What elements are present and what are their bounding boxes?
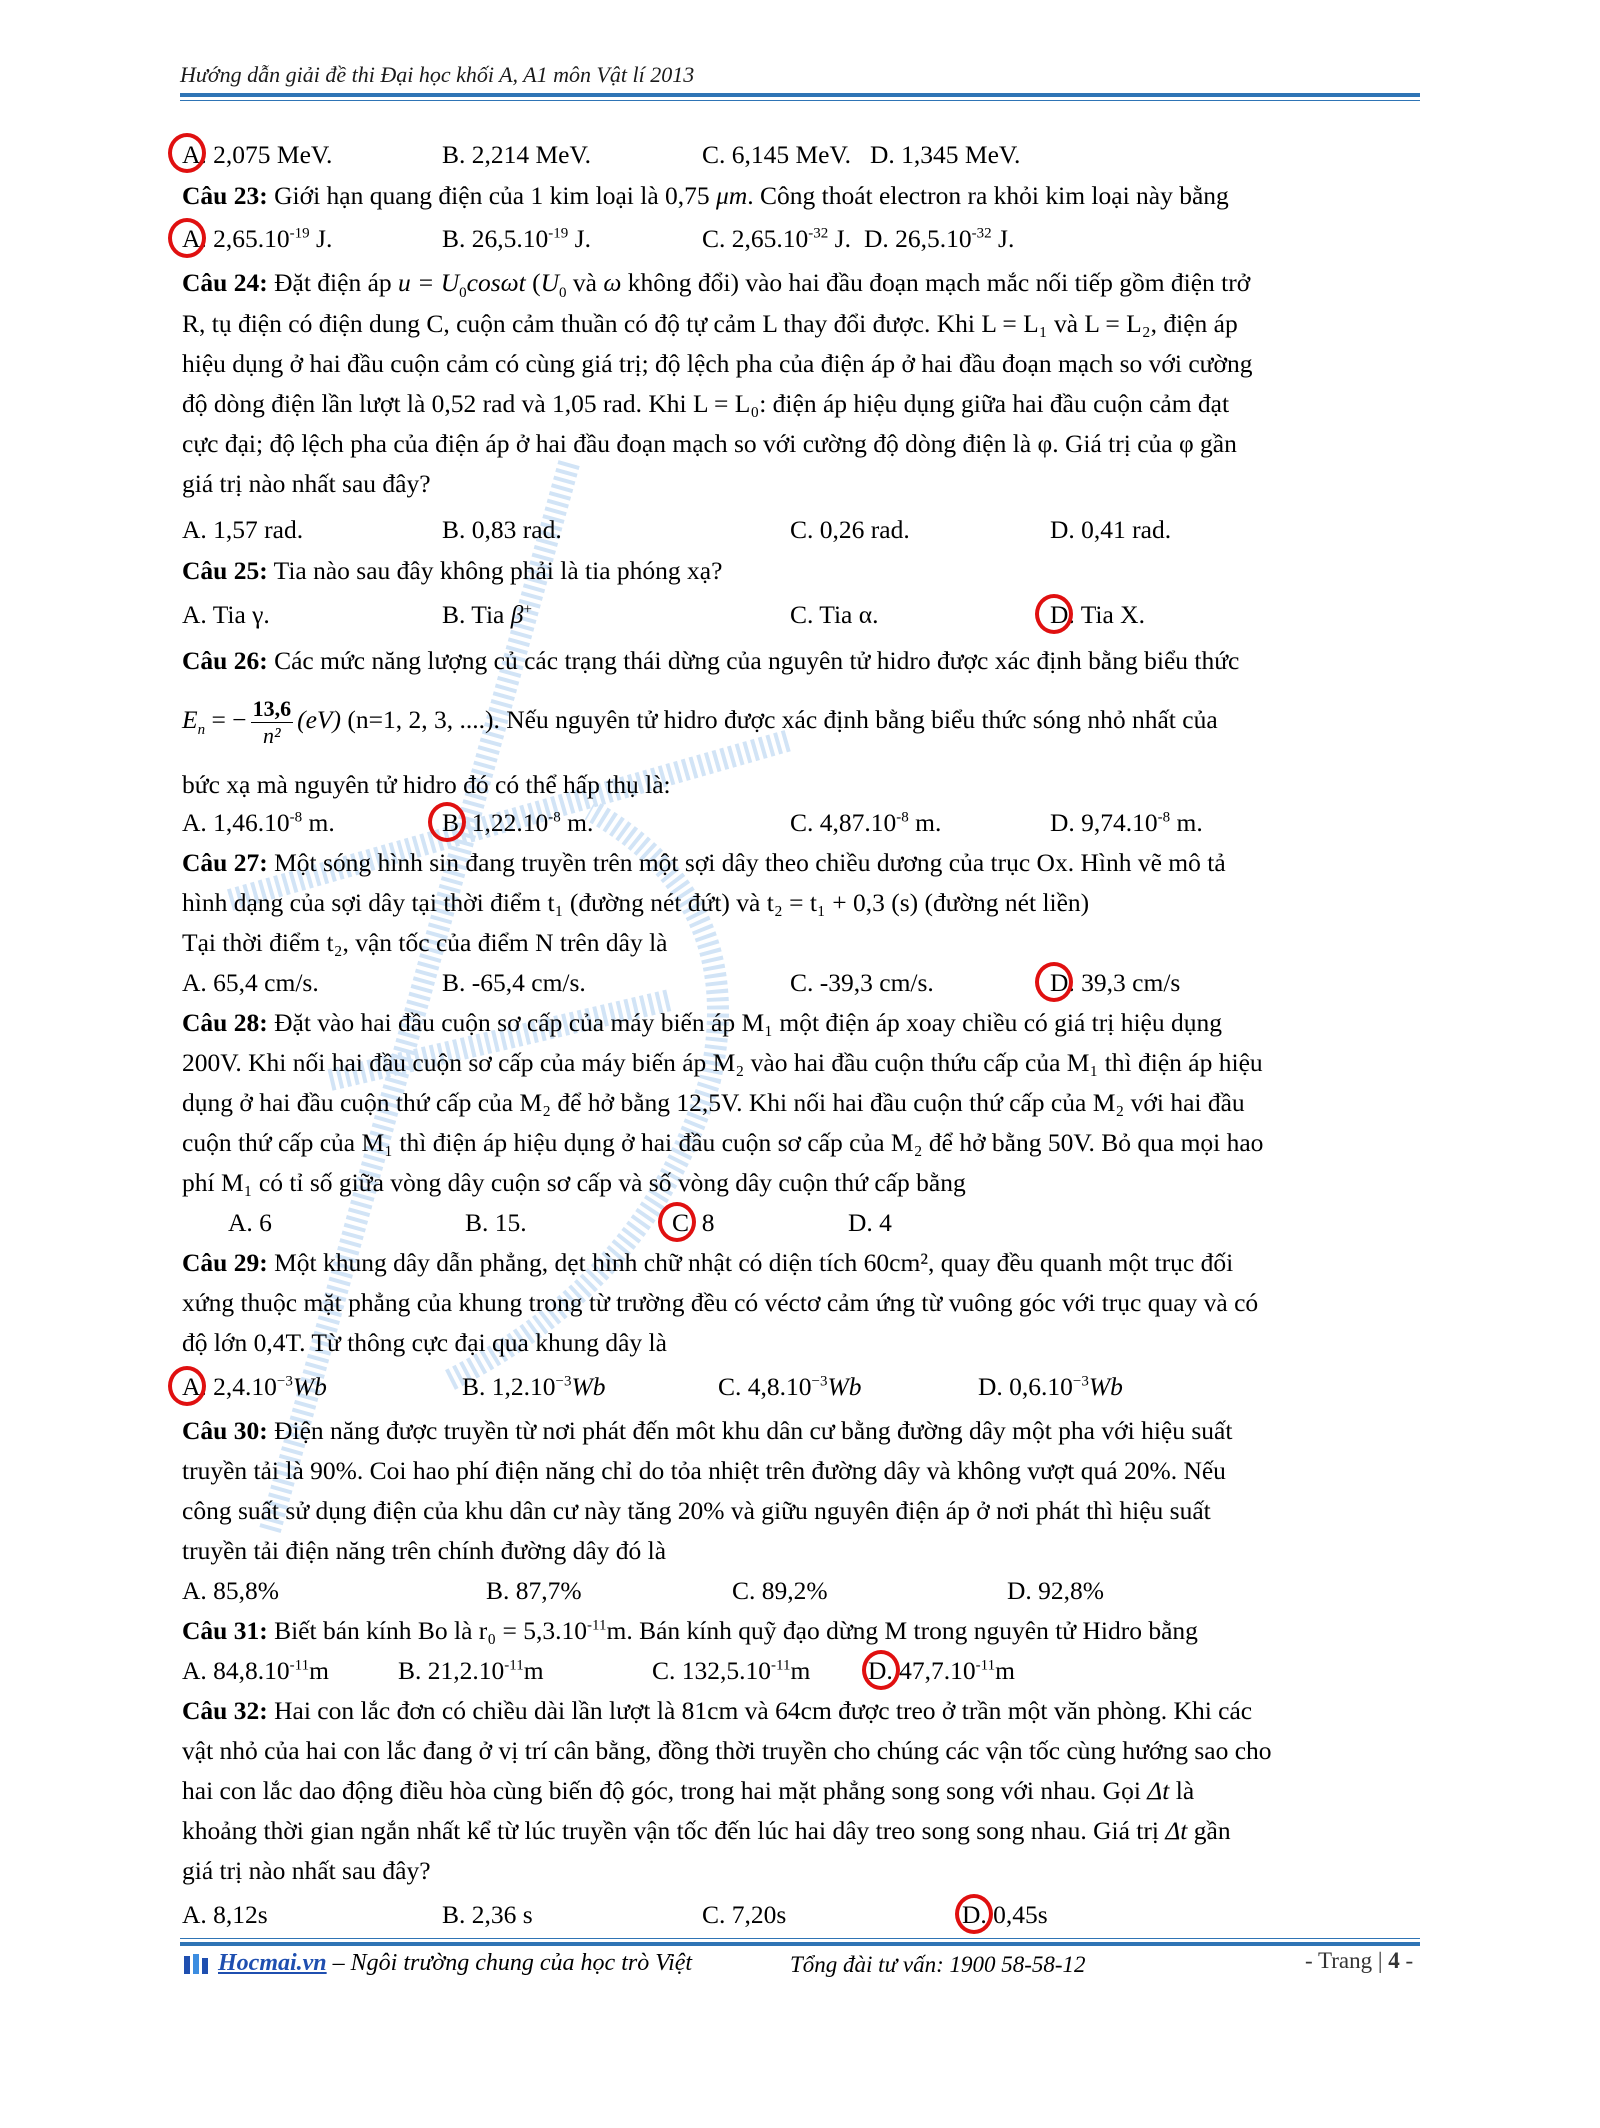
footer-hotline: Tổng đài tư vấn: 1900 58-58-12: [790, 1952, 1086, 1977]
page-number: - Trang | 4 -: [1305, 1948, 1414, 1973]
q26-option-b: B. $1,22.10^{-8}$ m.: [442, 808, 594, 837]
q25-option-a: A. Tia γ.: [182, 600, 270, 629]
site-link[interactable]: Hocmai.vn: [218, 1950, 327, 1976]
q22-option-a: A. 2,075 MeV.: [182, 140, 333, 169]
answer-mark-circle: [168, 133, 206, 173]
hocmai-logo-icon: [182, 1952, 212, 1976]
q26-equation-line: $E_n$ = − $\frac{13,6}{\text{n²}}$ (eV) (n=1, 2, 3, ....). Nếu nguyên tử hidro được xác định bằng biểu thức sóng nhỏ nhất của: [182, 695, 1218, 748]
q24-text-line1: Câu 24: Đặt điện áp $u = U_0\cos\omega t$ ($U_0$ và ω không đổi) vào hai đầu đoạn mạch mắc nối tiếp gồm điện trở: [182, 268, 1251, 302]
q30-text-line2: truyền tải là 90%. Coi hao phí điện năng chỉ do tỏa nhiệt trên đường dây và không vượt quá 20%. Nếu: [182, 1456, 1226, 1485]
q32-option-b: B. 2,36 s: [442, 1900, 533, 1929]
q25-option-b: B. Tia β+: [442, 600, 532, 629]
q30-option-c: C. 89,2%: [732, 1576, 828, 1605]
q31-option-c: C. $132,5.10^{-11}m$: [652, 1656, 811, 1685]
q29-option-d: D. $0,6.10^{-3}Wb$: [978, 1372, 1123, 1401]
q27-text-line1: Câu 27: Một sóng hình sin đang truyền trên một sợi dây theo chiều dương của trục Ox. Hình vẽ mô tả: [182, 848, 1226, 877]
q24-text-line3: hiệu dụng ở hai đầu cuộn cảm có cùng giá trị; độ lệch pha của điện áp ở hai đầu đoạn mạch so với cường: [182, 349, 1253, 378]
q28-option-c: C. 8: [672, 1208, 715, 1237]
q24-option-c: C. 0,26 rad.: [790, 515, 910, 544]
answer-mark-circle: [1035, 962, 1073, 1002]
answer-mark-circle: [168, 1366, 206, 1406]
q28-option-a: A. 6: [228, 1208, 272, 1237]
q32-option-c: C. 7,20s: [702, 1900, 787, 1929]
q31-option-a: A. $84,8.10^{-11}m$: [182, 1656, 329, 1685]
q32-option-a: A. 8,12s: [182, 1900, 268, 1929]
q32-option-d: D. 0,45s: [962, 1900, 1048, 1929]
q25-option-d: D. Tia X.: [1050, 600, 1145, 629]
header-rule-thin: [180, 100, 1420, 101]
q28-text-line4: cuộn thứ cấp của M₁ thì điện áp hiệu dụng ở hai đầu cuộn sơ cấp của M₂ để hở bằng 50V. Bỏ qua mọi hao: [182, 1128, 1264, 1157]
q23-option-c: C. $2,65.10^{-32}$ J.: [702, 224, 851, 253]
q24-option-a: A. 1,57 rad.: [182, 515, 304, 544]
q23-text: Câu 23: Giới hạn quang điện của 1 kim loại là 0,75 μm. Công thoát electron ra khỏi kim loại này bằng: [182, 181, 1229, 210]
answer-mark-circle: [168, 218, 206, 258]
q28-text-line1: Câu 28: Đặt vào hai đầu cuộn sơ cấp của máy biến áp M₁ một điện áp xoay chiều có giá trị hiệu dụng: [182, 1008, 1222, 1037]
q24-text-line4: độ dòng điện lần lượt là 0,52 rad và 1,05 rad. Khi L = L₀: điện áp hiệu dụng giữa hai đầu cuộn cảm đạt: [182, 389, 1230, 418]
header-rule: [180, 93, 1420, 97]
q32-text-line4: khoảng thời gian ngắn nhất kể từ lúc truyền vận tốc đến lúc hai dây treo song song nhau. Giá trị Δt gần: [182, 1816, 1231, 1845]
q31-option-b: B. $21,2.10^{-11}m$: [398, 1656, 544, 1685]
q32-text-line2: vật nhỏ của hai con lắc đang ở vị trí cân bằng, đồng thời truyền cho chúng các vận tốc cùng hướng sao cho: [182, 1736, 1272, 1765]
q30-text-line4: truyền tải điện năng trên chính đường dây đó là: [182, 1536, 667, 1565]
q25-option-c: C. Tia α.: [790, 600, 879, 629]
q29-option-b: B. $1,2.10^{-3}Wb$: [462, 1372, 606, 1401]
q29-text-line3: độ lớn 0,4T. Từ thông cực đại qua khung dây là: [182, 1328, 667, 1357]
q26-text-line1: Câu 26: Các mức năng lượng củ các trạng thái dừng của nguyên tử hidro được xác định bằng biểu thức: [182, 646, 1240, 675]
footer-rule: [180, 1942, 1420, 1946]
q27-option-b: B. -65,4 cm/s.: [442, 968, 586, 997]
q32-text-line5: giá trị nào nhất sau đây?: [182, 1856, 431, 1885]
q30-option-b: B. 87,7%: [486, 1576, 582, 1605]
q30-option-d: D. 92,8%: [1007, 1576, 1105, 1605]
answer-mark-circle: [955, 1894, 993, 1934]
q22-option-b: B. 2,214 MeV.: [442, 140, 592, 169]
q28-text-line3: dụng ở hai đầu cuộn thứ cấp của M₂ để hở bằng 12,5V. Khi nối hai đầu cuộn thứ cấp của M₂ với hai đầu: [182, 1088, 1245, 1117]
q27-text-line2: hình dạng của sợi dây tại thời điểm t₁ (đường nét đứt) và t₂ = t₁ + 0,3 (s) (đường nét liền): [182, 888, 1090, 917]
answer-mark-circle: [428, 802, 466, 842]
q22-option-d: D. 1,345 MeV.: [870, 140, 1021, 169]
q26-text-line3: bức xạ mà nguyên tử hidro đó có thể hấp thụ là:: [182, 770, 671, 799]
q32-text-line3: hai con lắc dao động điều hòa cùng biến độ góc, trong hai mặt phẳng song song với nhau. Gọi Δt là: [182, 1776, 1195, 1805]
q24-text-line5: cực đại; độ lệch pha của điện áp ở hai đầu đoạn mạch so với cường độ dòng điện là φ. Giá trị của φ gần: [182, 429, 1237, 458]
q30-option-a: A. 85,8%: [182, 1576, 280, 1605]
q23-option-d: D. $26,5.10^{-32}$ J.: [864, 224, 1015, 253]
footer-site: Hocmai.vn – Ngôi trường chung của học trò Việt: [182, 1950, 692, 1977]
q30-text-line1: Câu 30: Điện năng được truyền từ nơi phát đến môt khu dân cư bằng đường dây một pha với hiệu suất: [182, 1416, 1233, 1445]
answer-mark-circle: [1035, 594, 1073, 634]
q27-option-d: D. 39,3 cm/s: [1050, 968, 1181, 997]
q26-option-d: D. $9,74.10^{-8}$ m.: [1050, 808, 1203, 837]
q29-text-line1: Câu 29: Một khung dây dẫn phẳng, dẹt hình chữ nhật có diện tích 60cm², quay đều quanh một trục đối: [182, 1248, 1234, 1277]
q24-option-d: D. 0,41 rad.: [1050, 515, 1172, 544]
q23-option-a: A. $2,65.10^{-19}$ J.: [182, 224, 333, 253]
q23-option-b: B. $26,5.10^{-19}$ J.: [442, 224, 591, 253]
q26-option-c: C. $4,87.10^{-8}$ m.: [790, 808, 942, 837]
q27-option-c: C. -39,3 cm/s.: [790, 968, 934, 997]
q24-text-line6: giá trị nào nhất sau đây?: [182, 469, 431, 498]
q31-option-d: D. $47,7.10^{-11}m$: [868, 1656, 1015, 1685]
energy-fraction: $\frac{13,6}{\text{n²}}$: [252, 695, 292, 748]
header-title: Hướng dẫn giải đề thi Đại học khối A, A1 môn Vật lí 2013: [180, 62, 695, 87]
q22-option-c: C. 6,145 MeV.: [702, 140, 852, 169]
q29-option-a: A. $2,4.10^{-3}Wb$: [182, 1372, 327, 1401]
q29-option-c: C. $4,8.10^{-3}Wb$: [718, 1372, 862, 1401]
q28-option-d: D. 4: [848, 1208, 892, 1237]
q29-text-line2: xứng thuộc mặt phẳng của khung trong từ trường đều có véctơ cảm ứng từ vuông góc với trục quay và có: [182, 1288, 1259, 1317]
q32-text-line1: Câu 32: Hai con lắc đơn có chiều dài lần lượt là 81cm và 64cm được treo ở trần một văn phòng. Khi các: [182, 1696, 1253, 1725]
q28-text-line5: phí M₁ có tỉ số giữa vòng dây cuộn sơ cấp và số vòng dây cuộn thứ cấp bằng: [182, 1168, 966, 1197]
q25-text: Câu 25: Tia nào sau đây không phải là tia phóng xạ?: [182, 556, 723, 585]
q28-text-line2: 200V. Khi nối hai đầu cuộn sơ cấp của máy biến áp M₂ vào hai đầu cuộn thứu cấp của M₁ thì điện áp hiệu: [182, 1048, 1263, 1077]
answer-mark-circle: [862, 1650, 900, 1690]
answer-mark-circle: [658, 1202, 696, 1242]
footer-rule-thin: [180, 1938, 1420, 1939]
q28-option-b: B. 15.: [465, 1208, 527, 1237]
q31-text: Câu 31: Biết bán kính Bo là $r_0 = 5,3.10^{-11}m$. Bán kính quỹ đạo dừng M trong nguyên tử Hidro bằng: [182, 1616, 1198, 1645]
q24-text-line2: R, tụ điện có điện dung C, cuộn cảm thuần có độ tự cảm L thay đổi được. Khi L = L₁ và L = L₂, điện áp: [182, 309, 1238, 338]
q30-text-line3: công suất sử dụng điện của khu dân cư này tăng 20% và giữu nguyên điện áp ở nơi phát thì hiệu suất: [182, 1496, 1211, 1525]
q27-text-line3: Tại thời điểm t₂, vận tốc của điểm N trên dây là: [182, 928, 668, 957]
q24-option-b: B. 0,83 rad.: [442, 515, 562, 544]
q27-option-a: A. 65,4 cm/s.: [182, 968, 319, 997]
q26-option-a: A. $1,46.10^{-8}$ m.: [182, 808, 335, 837]
